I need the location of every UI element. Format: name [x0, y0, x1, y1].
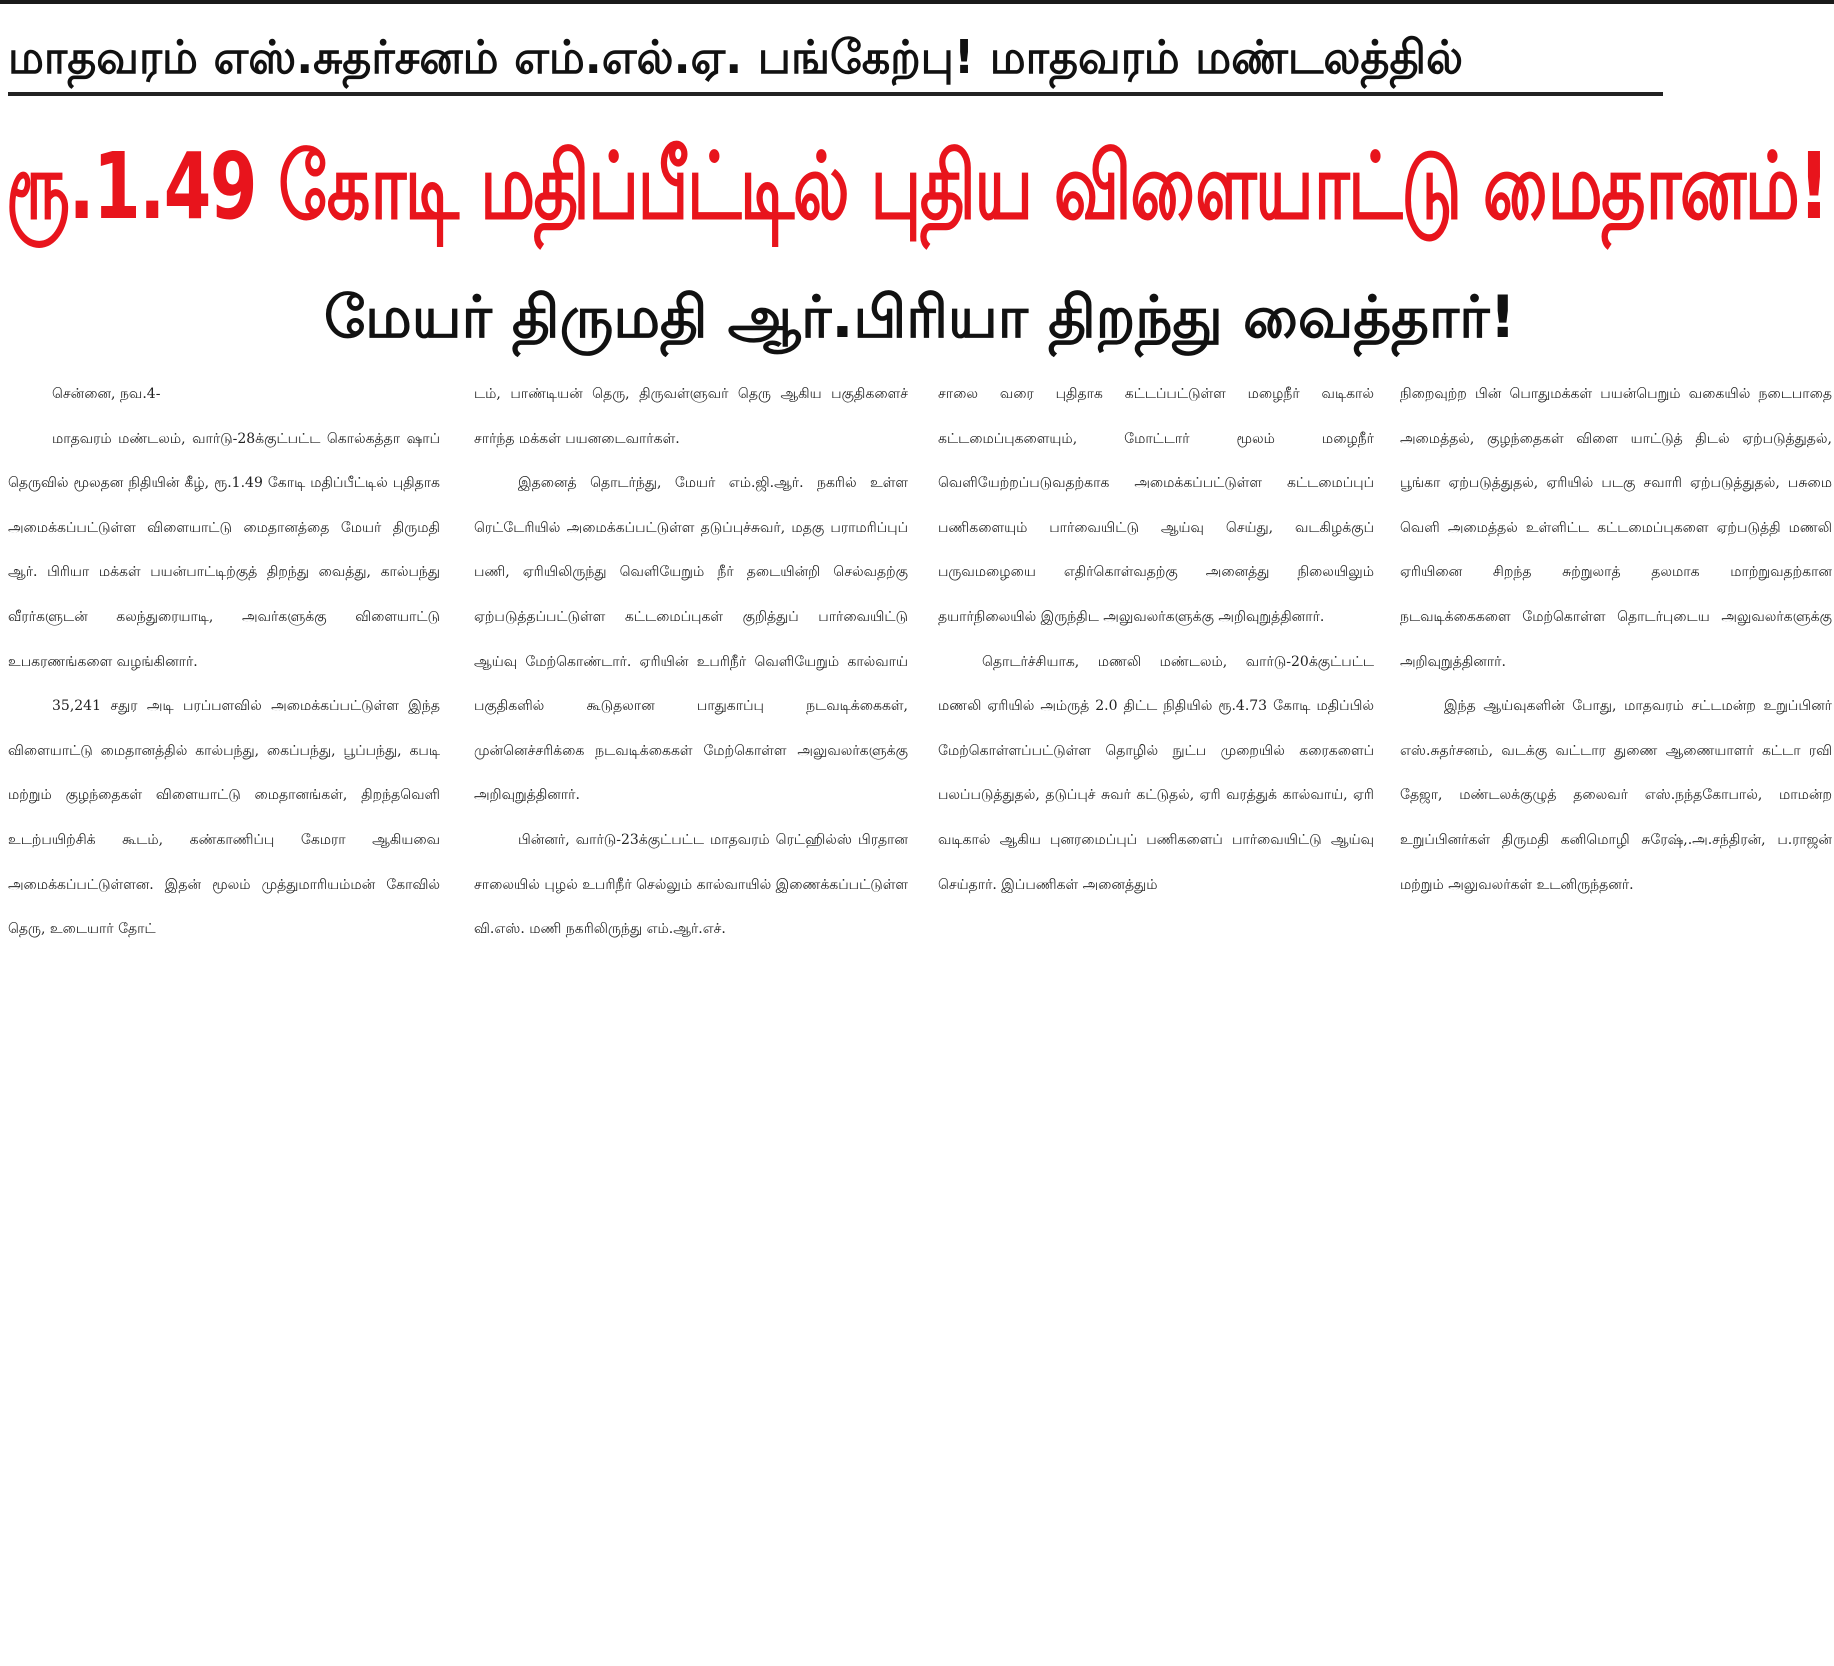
dateline: சென்னை, நவ.4- — [52, 386, 161, 402]
column-1 — [8, 372, 440, 1666]
paragraph: இதனைத் தொடர்ந்து, மேயர் எம்.ஜி.ஆர். நகரில் உள்ள ரெட்டேரியில் அமைக்கப்பட்டுள்ள தடுப்புச்சுவர், மதகு பராமரிப்புப் பணி, ஏரியிலிருந்து வெளியேறும் நீர் தடையின்றி செல்வதற்கு ஏற்படுத்தப்பட்டுள்ள கட்டமைப்புகள் குறித்துப் பார்வையிட்டு ஆய்வு மேற்கொண்டார். ஏரியின் உபரிநீர் வெளியேறும் கால்வாய் பகுதிகளில் கூடுதலான பாதுகாப்பு நடவடிக்கைகள், முன்னெச்சரிக்கை நடவடிக்கைகள் மேற்கொள்ள அலுவலர்களுக்கு அறிவுறுத்தினார். — [474, 475, 908, 804]
paragraph: தொடர்ச்சியாக, மணலி மண்டலம், வார்டு-20க்குட்பட்ட மணலி ஏரியில் அம்ருத் 2.0 திட்ட நிதியில் ரூ.4.73 கோடி மதிப்பில் மேற்கொள்ளப்பட்டுள்ள தொழில் நுட்ப முறையில் கரைகளைப் பலப்படுத்துதல், தடுப்புச் சுவர் கட்டுதல், ஏரி வரத்துக் கால்வாய், ஏரி வடிகால் ஆகிய புனரமைப்புப் பணிகளைப் பார்வையிட்டு ஆய்வு செய்தார். இப்பணிகள் அனைத்தும் — [938, 653, 1374, 893]
top-rule — [0, 0, 1834, 4]
article-body — [8, 372, 1834, 1666]
kicker-headline: மாதவரம் எஸ்.சுதர்சனம் எம்.எல்.ஏ. பங்கேற்பு! மாதவரம் மண்டலத்தில் — [8, 30, 1464, 84]
main-headline: ரூ.1.49 கோடி மதிப்பீட்டில் புதிய விளையாட்டு மைதானம்! — [6, 133, 1829, 240]
column-4 — [1400, 372, 1832, 1666]
paragraph: நிறைவுற்ற பின் பொதுமக்கள் பயன்பெறும் வகையில் நடைபாதை அமைத்தல், குழந்தைகள் விளை யாட்டுத் திடல் ஏற்படுத்துதல், பூங்கா ஏற்படுத்துதல், ஏரியில் படகு சவாரி ஏற்படுத்துதல், பசுமை வெளி அமைத்தல் உள்ளிட்ட கட்டமைப்புகளை ஏற்படுத்தி மணலி ஏரியினை சிறந்த சுற்றுலாத் தலமாக மாற்றுவதற்கான நடவடிக்கைகளை மேற்கொள்ள தொடர்புடைய அலுவலர்களுக்கு அறிவுறுத்தினார். — [1400, 386, 1832, 670]
paragraph: 35,241 சதுர அடி பரப்பளவில் அமைக்கப்பட்டுள்ள இந்த விளையாட்டு மைதானத்தில் கால்பந்து, கைப்பந்து, பூப்பந்து, கபடி மற்றும் குழந்தைகள் விளையாட்டு மைதானங்கள், திறந்தவெளி உடற்பயிற்சிக் கூடம், கண்காணிப்பு கேமரா ஆகியவை அமைக்கப்பட்டுள்ளன. இதன் மூலம் முத்துமாரியம்மன் கோவில் தெரு, உடையார் தோட் — [8, 698, 440, 938]
paragraph: பின்னர், வார்டு-23க்குட்பட்ட மாதவரம் ரெட்ஹில்ஸ் பிரதான சாலையில் புழல் உபரிநீர் செல்லும் கால்வாயில் இணைக்கப்பட்டுள்ள வி.எஸ். மணி நகரிலிருந்து எம்.ஆர்.எச். — [474, 831, 908, 938]
column-3 — [938, 372, 1374, 1666]
paragraph: இந்த ஆய்வுகளின் போது, மாதவரம் சட்டமன்ற உறுப்பினர் எஸ்.சுதர்சனம், வடக்கு வட்டார துணை ஆணையாளர் கட்டா ரவி தேஜா, மண்டலக்குழுத் தலைவர் எஸ்.நந்தகோபால், மாமன்ற உறுப்பினர்கள் திருமதி கனிமொழி சுரேஷ்,.அ.சந்திரன், ப.ராஜன் மற்றும் அலுவலர்கள் உடனிருந்தனர். — [1400, 698, 1832, 893]
sub-headline: மேயர் திருமதி ஆர்.பிரியா திறந்து வைத்தார்! — [323, 283, 1516, 351]
column-2 — [474, 372, 908, 1666]
paragraph: டம், பாண்டியன் தெரு, திருவள்ளுவர் தெரு ஆகிய பகுதிகளைச் சார்ந்த மக்கள் பயனடைவார்கள். — [474, 386, 908, 447]
kicker-underline — [8, 92, 1663, 96]
paragraph: சாலை வரை புதிதாக கட்டப்பட்டுள்ள மழைநீர் வடிகால் கட்டமைப்புகளையும், மோட்டார் மூலம் மழைநீர் வெளியேற்றப்படுவதற்காக அமைக்கப்பட்டுள்ள கட்டமைப்புப் பணிகளையும் பார்வையிட்டு ஆய்வு செய்து, வடகிழக்குப் பருவமழையை எதிர்கொள்வதற்கு அனைத்து நிலையிலும் தயார்நிலையில் இருந்திட அலுவலர்களுக்கு அறிவுறுத்தினார். — [938, 386, 1374, 625]
paragraph: மாதவரம் மண்டலம், வார்டு-28க்குட்பட்ட கொல்கத்தா ஷாப் தெருவில் மூலதன நிதியின் கீழ், ரூ.1.49 கோடி மதிப்பீட்டில் புதிதாக அமைக்கப்பட்டுள்ள விளையாட்டு மைதானத்தை மேயர் திருமதி ஆர். பிரியா மக்கள் பயன்பாட்டிற்குத் திறந்து வைத்து, கால்பந்து வீரர்களுடன் கலந்துரையாடி, அவர்களுக்கு விளையாட்டு உபகரணங்களை வழங்கினார். — [8, 430, 440, 670]
